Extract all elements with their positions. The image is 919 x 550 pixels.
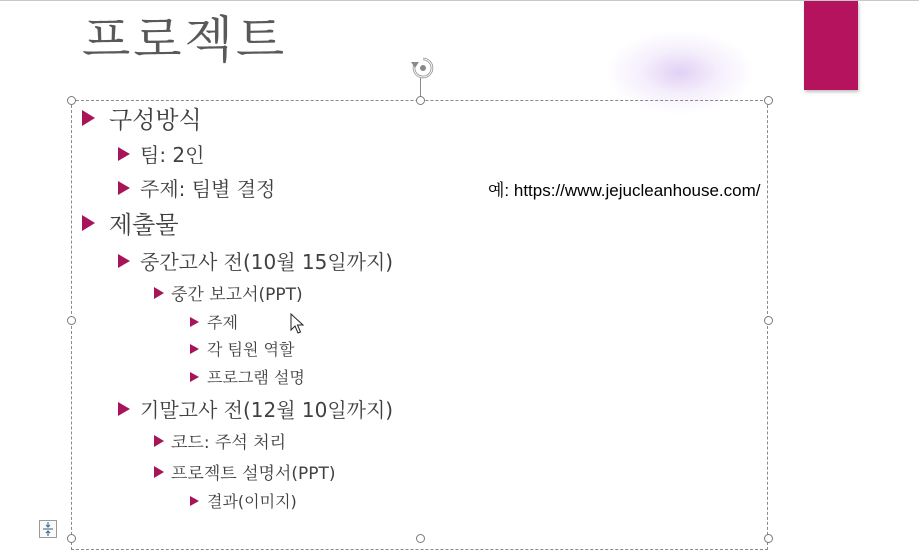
bullet-triangle-icon [190, 317, 199, 327]
autofit-arrows-icon [40, 521, 56, 537]
bullet-triangle-icon [118, 147, 130, 161]
bullet-item[interactable] [154, 428, 286, 453]
bullet-triangle-icon [82, 215, 95, 231]
bullet-text: 코드: 주석 처리 [171, 433, 287, 453]
bullet-text: 중간 보고서(PPT) [171, 285, 303, 305]
bullet-text: 프로그램 설명 [207, 368, 305, 387]
bullet-text: 각 팀원 역할 [207, 340, 295, 359]
bullet-text: 팀: 2인 [140, 143, 205, 167]
bullet-item[interactable] [190, 337, 294, 360]
resize-handle-bottom-right[interactable] [764, 534, 773, 543]
accent-rectangle[interactable] [804, 1, 858, 90]
bullet-text: 기말고사 전(12월 10일까지) [140, 398, 394, 422]
bullet-triangle-icon [154, 435, 164, 447]
bullet-text: 중간고사 전(10월 15일까지) [140, 250, 394, 274]
resize-handle-right[interactable] [764, 316, 773, 325]
bullet-item[interactable] [82, 205, 179, 240]
bullet-text: 프로젝트 설명서(PPT) [171, 464, 336, 484]
bullet-item[interactable] [118, 394, 393, 423]
bullet-triangle-icon [190, 344, 199, 354]
bullet-text: 구성방식 [109, 106, 202, 134]
resize-handle-bottom-left[interactable] [67, 534, 76, 543]
bullet-item[interactable] [190, 365, 305, 388]
resize-handle-left[interactable] [67, 316, 76, 325]
bullet-item[interactable] [190, 310, 238, 333]
bullet-item[interactable] [82, 100, 202, 135]
bullet-text: 결과(이미지) [207, 492, 297, 511]
bullet-triangle-icon [118, 402, 130, 416]
example-url-text[interactable]: 예: https://www.jejucleanhouse.com/ [488, 181, 761, 200]
resize-handle-top-right[interactable] [764, 96, 773, 105]
bullet-triangle-icon [118, 254, 130, 268]
bullet-triangle-icon [154, 287, 164, 299]
bullet-item[interactable] [118, 139, 204, 168]
bullet-item[interactable] [118, 173, 275, 202]
bullet-triangle-icon [82, 110, 95, 126]
bullet-triangle-icon [190, 496, 199, 506]
bullet-text: 주제 [207, 313, 238, 332]
resize-handle-top[interactable] [416, 96, 425, 105]
slide-title[interactable]: 프로젝트 [82, 11, 288, 69]
bullet-text: 제출물 [109, 211, 179, 239]
bullet-item[interactable] [154, 280, 303, 305]
top-border [0, 0, 919, 1]
rotate-icon[interactable] [409, 54, 437, 82]
resize-handle-bottom[interactable] [416, 534, 425, 543]
bullet-text: 주제: 팀별 결정 [140, 177, 276, 201]
autofit-options-icon[interactable] [39, 520, 57, 538]
bullet-triangle-icon [154, 466, 164, 478]
resize-handle-top-left[interactable] [67, 96, 76, 105]
bullet-triangle-icon [118, 181, 130, 195]
bullet-item[interactable] [154, 459, 336, 484]
bullet-item[interactable] [190, 489, 297, 512]
mouse-pointer-icon [290, 313, 306, 335]
bullet-item[interactable] [118, 246, 393, 275]
bullet-triangle-icon [190, 372, 199, 382]
